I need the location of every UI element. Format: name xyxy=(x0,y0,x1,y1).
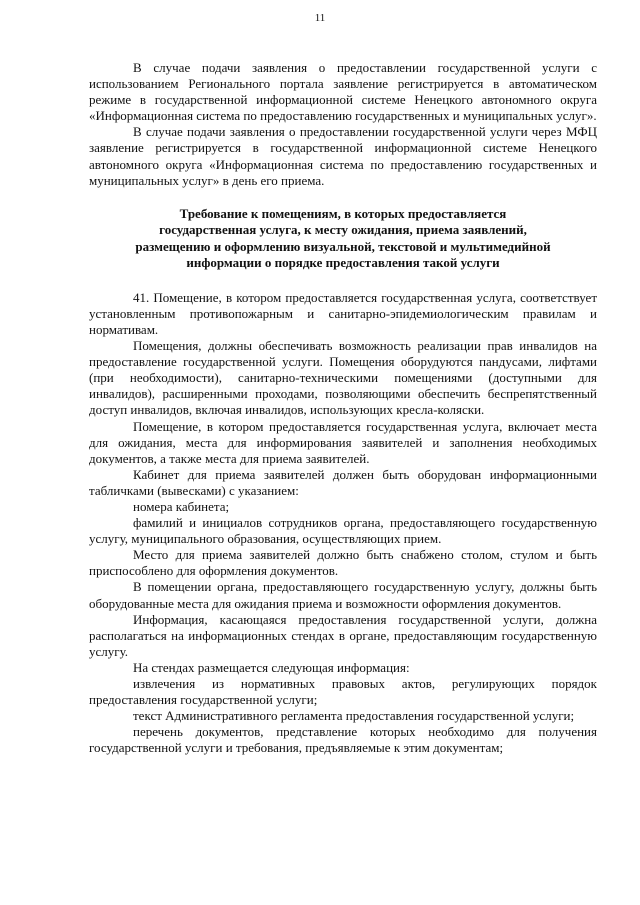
heading-line: размещению и оформлению визуальной, текстовой и мультимедийной xyxy=(135,238,551,254)
section-heading xyxy=(89,206,597,272)
paragraph: В случае подачи заявления о предоставлении государственной услуги через МФЦ заявление регистрируется в государственной информационной системе Ненецкого автономного округа «Информационная система по предоставлению государственных и муниципальных услуг» в день его приема. xyxy=(89,124,597,188)
paragraph: На стендах размещается следующая информация: xyxy=(133,659,410,675)
paragraph: В случае подачи заявления о предоставлении государственной услуги с использованием Регионального портала заявление регистрируется в автоматическом режиме в государственной информационной системе Ненецкого автономного округа «Информационная система по предоставлению государственных и муниципальных услуг». xyxy=(89,60,597,124)
paragraph: извлечения из нормативных правовых актов, регулирующих порядок предоставления государственной услуги; xyxy=(89,676,597,708)
paragraph: номера кабинета; xyxy=(133,498,230,514)
document-body xyxy=(89,60,597,756)
heading-line: государственная услуга, к месту ожидания, приема заявлений, xyxy=(159,222,527,238)
paragraph: Место для приема заявителей должно быть снабжено столом, стулом и быть приспособлено для оформления документов. xyxy=(89,547,597,579)
heading-line: информации о порядке предоставления такой услуги xyxy=(186,255,500,271)
paragraph: 41. Помещение, в котором предоставляется государственная услуга, соответствует установленным противопожарным и санитарно-эпидемиологическим правилам и нормативам. xyxy=(89,289,597,337)
heading-line: Требование к помещениям, в которых предоставляется xyxy=(179,205,507,221)
page-number: 11 xyxy=(314,12,326,24)
paragraph: текст Административного регламента предоставления государственной услуги; xyxy=(133,708,575,724)
paragraph: перечень документов, представление которых необходимо для получения государственной услуги и требования, предъявляемые к этим документам; xyxy=(89,724,597,756)
paragraph: фамилий и инициалов сотрудников органа, предоставляющего государственную услугу, муниципального образования, осуществляющих прием. xyxy=(89,515,597,547)
paragraph: Помещение, в котором предоставляется государственная услуга, включает места для ожидания, места для информирования заявителей и заполнения необходимых документов, а также места для приема заявителей. xyxy=(89,418,597,466)
paragraph: В помещении органа, предоставляющего государственную услугу, должны быть оборудованные места для ожидания приема и возможности оформления документов. xyxy=(89,579,597,611)
paragraph: Помещения, должны обеспечивать возможность реализации прав инвалидов на предоставление государственной услуги. Помещения оборудуются пандусами, лифтами (при необходимости), санитарно-техническими помещениями (доступными для инвалидов), расширенными проходами, позволяющими обеспечить беспрепятственный доступ инвалидов, включая инвалидов, использующих кресла-коляски. xyxy=(89,338,597,418)
paragraph: Информация, касающаяся предоставления государственной услуги, должна располагаться на информационных стендах в органе, предоставляющим государственную услугу. xyxy=(89,611,597,659)
paragraph: Кабинет для приема заявителей должен быть оборудован информационными табличками (вывесками) с указанием: xyxy=(89,466,597,498)
